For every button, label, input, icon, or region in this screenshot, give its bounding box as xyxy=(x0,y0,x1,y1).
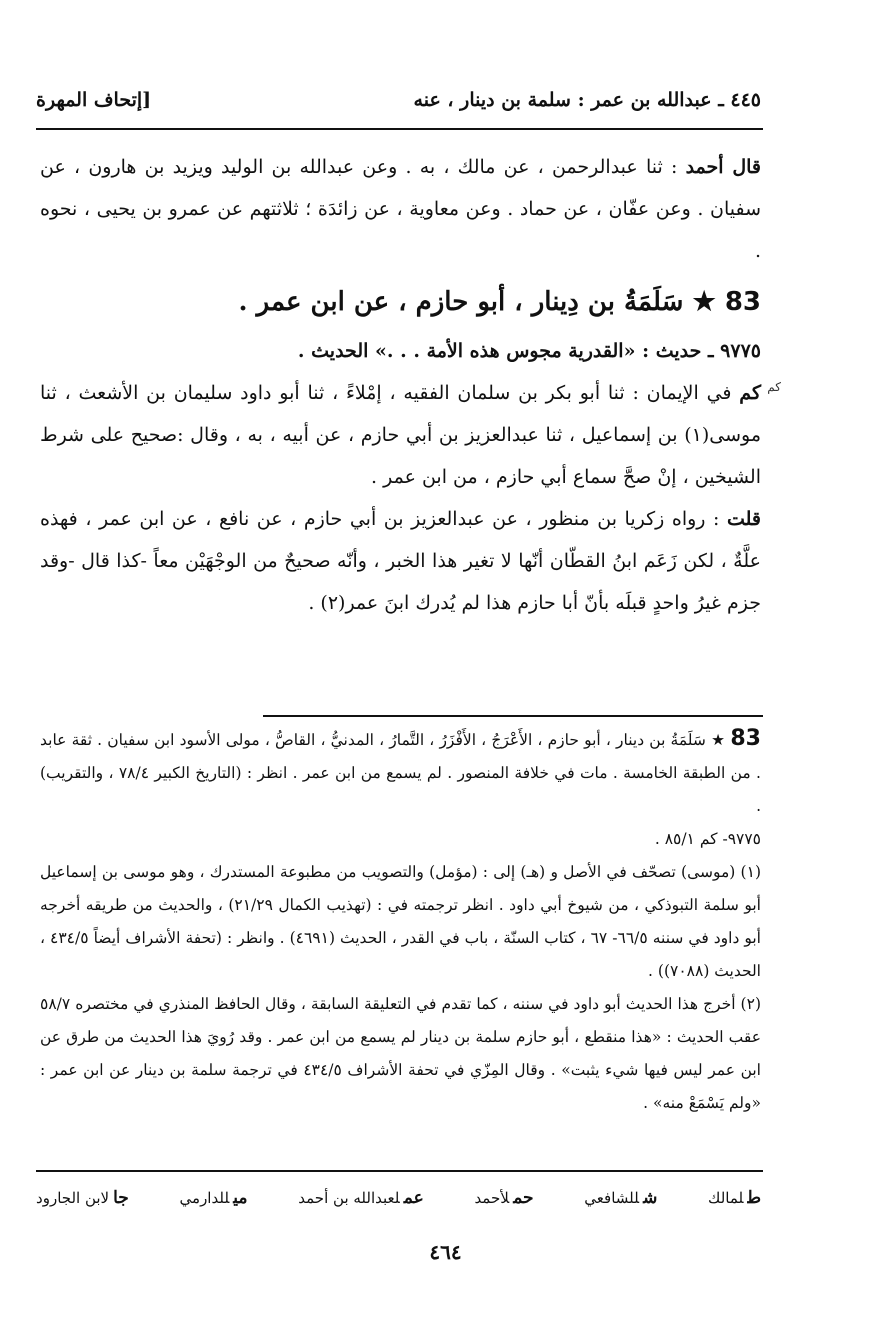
entry-number: 83 xyxy=(724,287,761,317)
star-icon: ★ xyxy=(711,731,726,749)
footnote-1: (١) (موسى) تصحّف في الأصل و (هـ) إلى : (مؤمل) والتصويب من مطبوعة المستدرك ، وهو موسى بن إسماعيل أبو سلمة التبوذكي ، من شيوخ أبي داود . انظر ترجمته في : (تهذيب الكمال ٢١/٢٩) ، والحديث من طريقه أخرجه أبو داود في سننه ٦٦/٥- ٦٧ ، كتاب السنّة ، باب في القدر ، الحديث (٤٦٩١) . وانظر : (تحفة الأشراف أيضاً ٤٣٤/٥ ، الحديث (٧٠٨٨)) . xyxy=(40,863,761,980)
main-text xyxy=(40,146,761,624)
paragraph-ahmad: قال أحمد : ثنا عبدالرحمن ، عن مالك ، به . وعن عبدالله بن الوليد ويزيد بن هارون ، عن سفيان . وعن عفّان ، عن حماد . وعن معاوية ، عن زائدَة ؛ ثلاثتهم عن عمرو بن يحيى ، نحوه . xyxy=(40,156,761,262)
paragraph-mustadrak: كم في الإيمان : ثنا أبو بكر بن سلمان الفقيه ، إمْلاءً ، ثنا أبو داود سليمان بن الأشعث ، ثنا موسى(١) بن إسماعيل ، ثنا عبدالعزيز بن أبي حازم ، عن أبيه ، به ، وقال :صحيح على شرط الشيخين ، إنْ صحَّ سماع أبي حازم ، من ابن عمر . xyxy=(40,382,762,488)
abbreviation-item: شللشافعي xyxy=(584,1188,658,1208)
source-code: كم xyxy=(739,382,761,404)
abbreviation-item: جالابن الجارود xyxy=(36,1188,129,1208)
abbreviation-item: عملعبدالله بن أحمد xyxy=(298,1188,424,1208)
star-icon: ★ xyxy=(692,287,716,317)
running-header xyxy=(36,82,761,118)
narrator-entry-heading xyxy=(40,280,761,324)
abbreviation-item: طلمالك xyxy=(708,1188,761,1208)
hadith-title: ٩٧٧٥ ـ حديث : «القدرية مجوس هذه الأمة . . .» الحديث . xyxy=(297,340,761,362)
margin-source-code: كم xyxy=(767,380,781,394)
comment-label: قلت xyxy=(726,508,761,530)
hadith-reference: ٩٧٧٥- كم ٨٥/١ . xyxy=(654,830,761,848)
abbreviations-key xyxy=(36,1188,761,1208)
page-number: ٤٦٤ xyxy=(429,1240,462,1264)
footnotes xyxy=(40,722,761,1120)
narrator-name: سَلَمَةُ بن دِينار ، أبو حازم ، عن ابن عمر . xyxy=(238,287,684,317)
header-title: ٤٤٥ ـ عبدالله بن عمر : سلمة بن دينار ، عنه xyxy=(413,89,761,111)
bio-number: 83 xyxy=(730,726,761,751)
abbreviation-item: ميللدارمي xyxy=(179,1188,248,1208)
header-rule xyxy=(36,128,763,130)
abbreviations-rule xyxy=(36,1170,763,1172)
paragraph-comment: قلت : رواه زكريا بن منظور ، عن عبدالعزيز بن أبي حازم ، عن نافع ، عن ابن عمر ، فهذه علَّةٌ ، لكن زَعَم ابنُ القطّان أنّها لا تغير هذا الخبر ، وأنّه صحيحٌ من الوجْهَيْن معاً -كذا قال -وقد جزم غيرُ واحدٍ قبلَه بأنّ أبا حازم هذا لم يُدرك ابنَ عمر(٢) . xyxy=(40,508,761,614)
header-book-name: [إتحاف المهرة xyxy=(36,89,152,111)
abbreviation-item: حملأحمد xyxy=(474,1188,534,1208)
footnote-rule xyxy=(263,715,763,717)
footnote-2: (٢) أخرج هذا الحديث أبو داود في سننه ، كما تقدم في التعليقة السابقة ، وقال الحافظ المنذري في مختصره ٥٨/٧ عقب الحديث : «هذا منقطع ، أبو حازم سلمة بن دينار لم يسمع من ابن عمر . وقد رُويَ هذا الحديث من طرق عن ابن عمر ليس فيها شيء يثبت» . وقال المِزّي في تحفة الأشراف ٤٣٤/٥ في ترجمة سلمة بن دينار عن ابن عمر : «ولم يَسْمَعْ منه» . xyxy=(40,995,761,1112)
narrator-bio: 83 ★ سَلَمَةُ بن دينار ، أبو حازم ، الأَعْرَجُ ، الأَفْزَرُ ، التَّمارُ ، المدنيُّ ، القاصُّ ، مولى الأسود ابن سفيان . ثقة عابد . من الطبقة الخامسة . مات في خلافة المنصور . لم يسمع من ابن عمر . انظر : (التاريخ الكبير ٧٨/٤ ، والتقريب) . xyxy=(40,726,761,815)
speaker-ahmad: قال أحمد xyxy=(685,156,761,178)
hadith-number: ٩٧٧٥ xyxy=(720,340,761,362)
